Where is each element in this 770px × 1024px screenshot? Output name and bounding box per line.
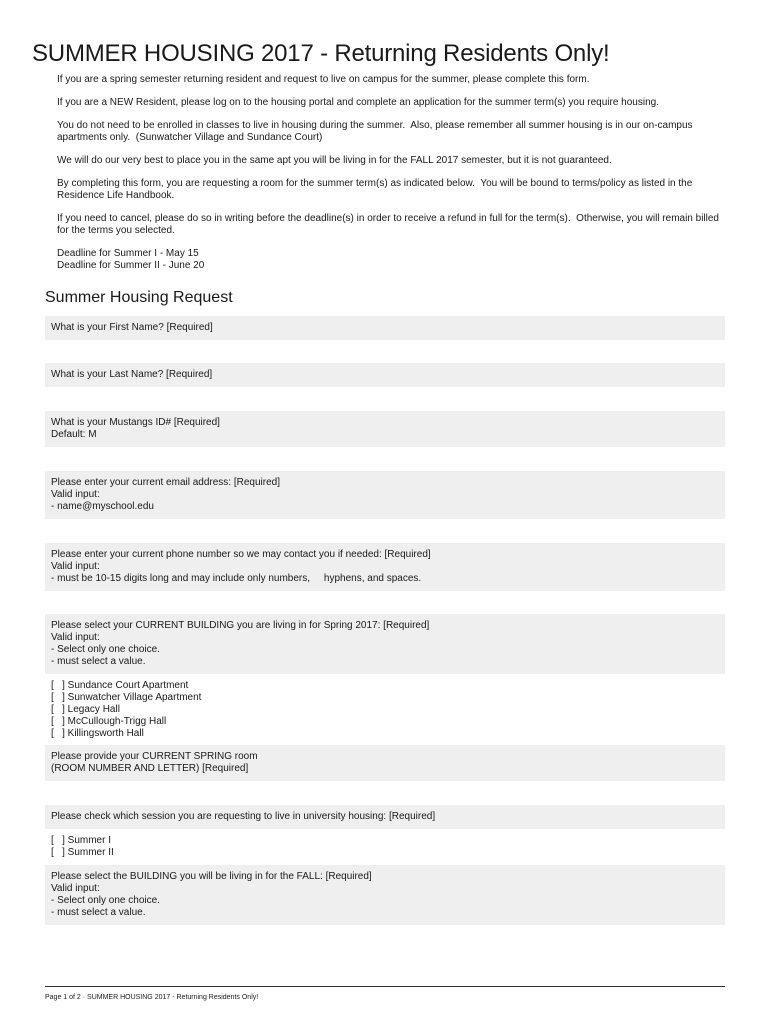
- intro-paragraph-new-resident: If you are a NEW Resident, please log on to the housing portal and complete an application for the summer term(s) you require housing.: [57, 97, 659, 108]
- intro-cancel-line-1: If you need to cancel, please do so in writing before the deadline(s) in order to receive a refund in full for the term(s). Otherwise, you will remain billed: [57, 213, 719, 224]
- spring-room-label-line-1: Please provide your CURRENT SPRING room: [51, 751, 258, 762]
- intro-text: [57, 74, 737, 272]
- current-building-rule-1: - Select only one choice.: [51, 644, 160, 655]
- intro-paragraph-enrollment: [57, 120, 737, 144]
- option-legacy-hall[interactable]: [ ] Legacy Hall: [51, 704, 120, 715]
- fall-building-valid-input: Valid input:: [51, 883, 100, 894]
- spring-room-field[interactable]: [45, 745, 725, 781]
- last-name-field[interactable]: [45, 363, 725, 387]
- intro-paragraph-spring: If you are a spring semester returning resident and request to live on campus for the summer, please complete this form.: [57, 74, 590, 85]
- phone-rule: - must be 10-15 digits long and may include only numbers, hyphens, and spaces.: [51, 573, 422, 584]
- email-label: Please enter your current email address: [Required]: [51, 477, 281, 488]
- first-name-field[interactable]: [45, 316, 725, 340]
- fall-building-label: Please select the BUILDING you will be living in for the FALL: [Required]: [51, 871, 372, 882]
- current-building-label: Please select your CURRENT BUILDING you are living in for Spring 2017: [Required]: [51, 620, 430, 631]
- session-label: Please check which session you are requesting to live in university housing: [Required]: [51, 811, 436, 822]
- current-building-rule-2: - must select a value.: [51, 656, 146, 667]
- fall-building-rule-1: - Select only one choice.: [51, 895, 160, 906]
- fall-building-field: [45, 865, 725, 925]
- last-name-label: What is your Last Name? [Required]: [51, 369, 213, 380]
- deadline-summer-1: Deadline for Summer I - May 15: [57, 248, 199, 259]
- email-field[interactable]: [45, 471, 725, 519]
- footer-divider: [45, 986, 725, 987]
- email-rule: - name@myschool.edu: [51, 501, 154, 512]
- phone-valid-input: Valid input:: [51, 561, 100, 572]
- mustangs-id-field[interactable]: [45, 411, 725, 447]
- email-valid-input: Valid input:: [51, 489, 100, 500]
- option-sundance-court[interactable]: [ ] Sundance Court Apartment: [51, 680, 189, 691]
- current-building-valid-input: Valid input:: [51, 632, 100, 643]
- page-footer: Page 1 of 2 · SUMMER HOUSING 2017 - Returning Residents Only!: [45, 994, 259, 1001]
- intro-paragraph-placement: We will do our very best to place you in the same apt you will be living in for the FALL 2017 semester, but it is not guaranteed.: [57, 155, 612, 166]
- mustangs-id-default: Default: M: [51, 429, 97, 440]
- page-title: SUMMER HOUSING 2017 - Returning Residents Only!: [32, 40, 610, 67]
- current-building-field: [45, 614, 725, 674]
- intro-paragraph-cancel: [57, 213, 737, 237]
- deadline-summer-2: Deadline for Summer II - June 20: [57, 260, 205, 271]
- option-summer-2[interactable]: [ ] Summer II: [51, 847, 114, 858]
- spring-room-label-line-2: (ROOM NUMBER AND LETTER) [Required]: [51, 763, 249, 774]
- mustangs-id-label: What is your Mustangs ID# [Required]: [51, 417, 220, 428]
- intro-terms-line-2: Residence Life Handbook.: [57, 190, 175, 201]
- option-killingsworth-hall[interactable]: [ ] Killingsworth Hall: [51, 728, 144, 739]
- intro-terms-line-1: By completing this form, you are requesting a room for the summer term(s) as indicated below. You will be bound to terms/policy as listed in the: [57, 178, 693, 189]
- first-name-label: What is your First Name? [Required]: [51, 322, 213, 333]
- fall-building-rule-2: - must select a value.: [51, 907, 146, 918]
- option-mccullough-trigg-hall[interactable]: [ ] McCullough-Trigg Hall: [51, 716, 167, 727]
- option-sunwatcher-village[interactable]: [ ] Sunwatcher Village Apartment: [51, 692, 202, 703]
- intro-enrollment-line-2: apartments only. (Sunwatcher Village and Sundance Court): [57, 132, 323, 143]
- phone-field[interactable]: [45, 543, 725, 591]
- section-title: Summer Housing Request: [45, 289, 233, 306]
- session-field: [45, 805, 725, 829]
- phone-label: Please enter your current phone number so we may contact you if needed: [Required]: [51, 549, 431, 560]
- current-building-options: [51, 680, 201, 740]
- intro-paragraph-terms: [57, 178, 737, 202]
- intro-cancel-line-2: for the terms you selected.: [57, 225, 175, 236]
- session-options: [51, 835, 114, 859]
- option-summer-1[interactable]: [ ] Summer I: [51, 835, 112, 846]
- intro-enrollment-line-1: You do not need to be enrolled in classes to live in housing during the summer. Also, please remember all summer housing is in our on-campus: [57, 120, 693, 131]
